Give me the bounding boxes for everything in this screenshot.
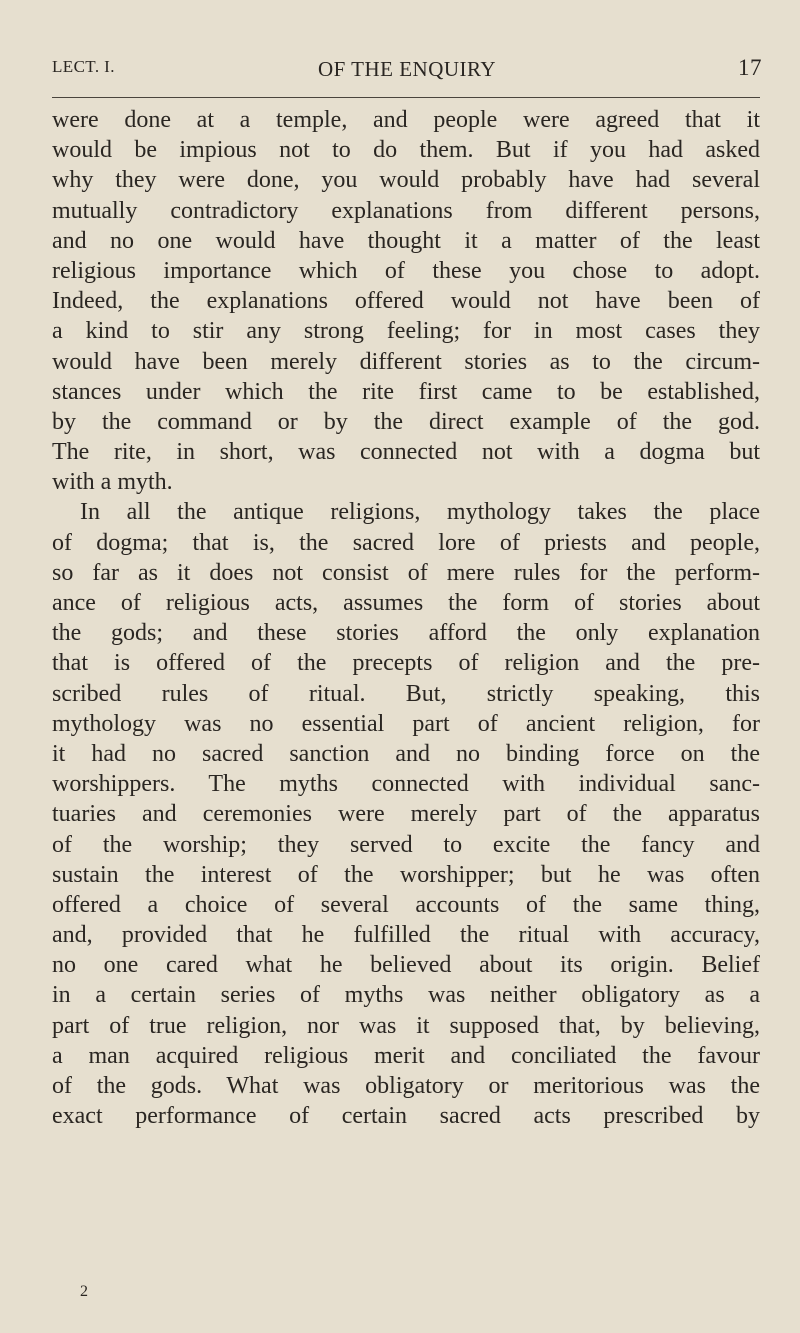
text-line: it had no sacred sanction and no binding force on the: [52, 740, 760, 767]
running-head: [52, 57, 762, 87]
text-line: a kind to stir any strong feeling; for in most cases they: [52, 318, 760, 345]
text-line: no one cared what he believed about its origin. Belief: [52, 952, 760, 979]
text-line: ance of religious acts, assumes the form of stories about: [52, 590, 760, 616]
text-line: the gods; and these stories afford the only explanation: [52, 620, 760, 647]
text-line: why they were done, you would probably have had several: [52, 167, 760, 194]
body-text: [52, 105, 760, 1131]
text-line: scribed rules of ritual. But, strictly speaking, this: [52, 680, 760, 707]
text-line: of dogma; that is, the sacred lore of priests and people,: [52, 529, 760, 556]
text-line: of the gods. What was obligatory or meritorious was the: [52, 1073, 760, 1099]
text-line: Indeed, the explanations offered would not have been of: [52, 288, 760, 315]
text-line: were done at a temple, and people were agreed that it: [52, 107, 760, 133]
header-rule: [52, 97, 760, 98]
text-line: would have been merely different stories as to the circum-: [52, 348, 760, 375]
text-line: of the worship; they served to excite the fancy and: [52, 831, 760, 858]
text-line: would be impious not to do them. But if you had asked: [52, 137, 760, 164]
text-line: exact performance of certain sacred acts prescribed by: [52, 1103, 760, 1130]
text-line: offered a choice of several accounts of the same thing,: [52, 891, 760, 918]
text-line: sustain the interest of the worshipper; but he was often: [52, 861, 760, 888]
text-line: The rite, in short, was connected not with a dogma but: [52, 439, 760, 466]
text-line: In all the antique religions, mythology takes the place: [80, 499, 760, 526]
text-line: religious importance which of these you chose to adopt.: [52, 257, 760, 284]
running-title: OF THE ENQUIRY: [317, 57, 497, 81]
text-line: worshippers. The myths connected with individual sanc-: [52, 771, 760, 798]
text-line: and no one would have thought it a matter of the least: [52, 227, 760, 254]
signature-mark: 2: [80, 1283, 88, 1300]
lecture-label: LECT. I.: [52, 57, 115, 76]
text-line: stances under which the rite first came to be established,: [52, 378, 760, 405]
text-line: by the command or by the direct example of the god.: [52, 408, 760, 435]
text-line: that is offered of the precepts of religion and the pre-: [52, 650, 760, 677]
page-number: 17: [738, 55, 762, 80]
text-line: mutually contradictory explanations from different persons,: [52, 197, 760, 224]
text-line: in a certain series of myths was neither obligatory as a: [52, 982, 760, 1009]
text-line: mythology was no essential part of ancient religion, for: [52, 710, 760, 737]
text-line: with a myth.: [52, 469, 173, 496]
text-line: part of true religion, nor was it supposed that, by believing,: [52, 1012, 760, 1039]
text-line: so far as it does not consist of mere rules for the perform-: [52, 559, 760, 586]
text-line: a man acquired religious merit and conciliated the favour: [52, 1042, 760, 1069]
text-line: and, provided that he fulfilled the ritual with accuracy,: [52, 922, 760, 949]
text-line: tuaries and ceremonies were merely part of the apparatus: [52, 801, 760, 828]
